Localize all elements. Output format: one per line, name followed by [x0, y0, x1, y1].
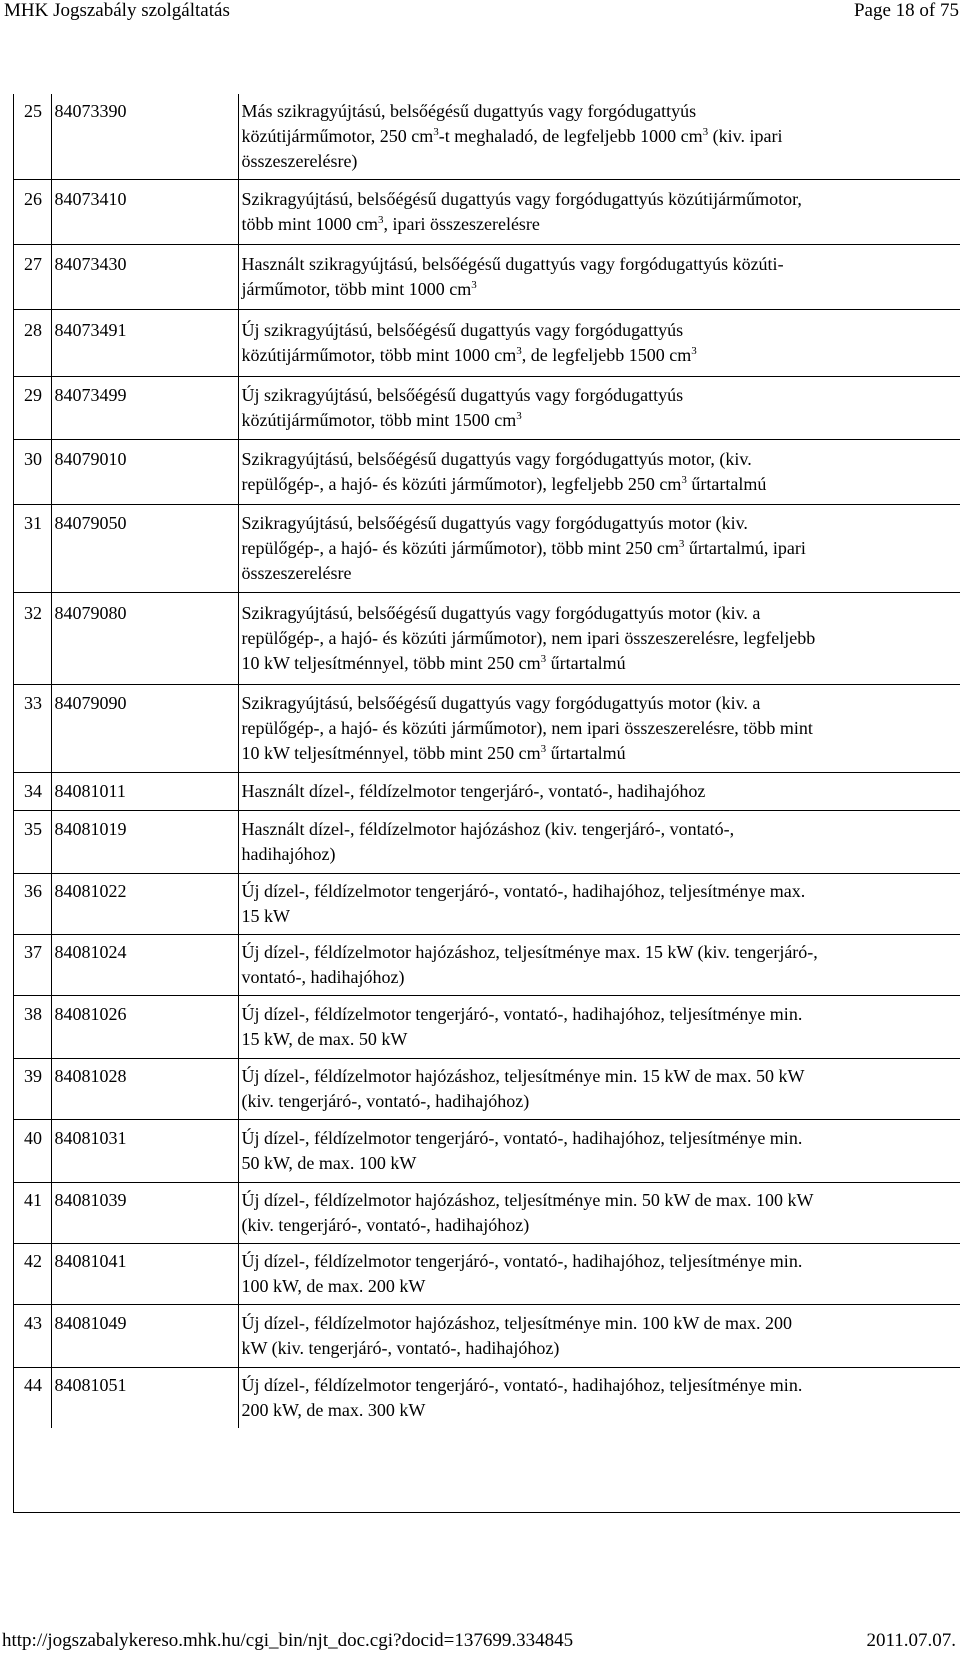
description-line: [242, 343, 960, 368]
row-number: 38: [14, 996, 51, 1059]
description-text: űrtartalmú, ipari: [684, 538, 806, 558]
description-text: Új dízel-, féldízelmotor tengerjáró-, vontató-, hadihajóhoz, teljesítménye min.: [241, 1128, 803, 1148]
row-number: 32: [14, 593, 51, 685]
superscript-exponent: 3: [681, 474, 687, 486]
description-text: (kiv. tengerjáró-, vontató-, hadihajóhoz): [241, 1215, 530, 1235]
product-description: [238, 94, 960, 180]
description-text: , ipari összeszerelésre: [383, 214, 540, 234]
footer-date: 2011.07.07.: [866, 1630, 956, 1651]
description-text: repülőgép-, a hajó- és közúti járműmotor), legfeljebb 250 cm: [241, 474, 682, 494]
description-line: [242, 472, 960, 497]
product-description: [238, 1368, 960, 1429]
superscript-exponent: 3: [540, 743, 547, 755]
page-number: Page 18 of 75: [853, 0, 959, 21]
description-text: Új dízel-, féldízelmotor hajózáshoz, teljesítménye max. 15 kW (kiv. tengerjáró-,: [241, 942, 818, 962]
description-line: [242, 842, 960, 867]
tariff-code: 84081024: [51, 935, 238, 996]
tariff-table-grid: [14, 94, 960, 1428]
tariff-code: 84073491: [51, 310, 238, 377]
tariff-code: 84081051: [51, 1368, 238, 1429]
table-row: [14, 1183, 960, 1244]
product-description: [238, 377, 960, 440]
description-line: [242, 1311, 960, 1336]
tariff-code: 84073410: [51, 180, 238, 245]
description-text: összeszerelésre): [241, 151, 358, 171]
superscript-exponent: 3: [471, 279, 477, 291]
product-description: [238, 935, 960, 996]
description-text: Használt szikragyújtású, belsőégésű dugattyús vagy forgódugattyús közúti-: [241, 254, 784, 274]
description-text: Használt dízel-, féldízelmotor tengerjáró-, vontató-, hadihajóhoz: [241, 781, 706, 801]
superscript-exponent: 3: [378, 214, 384, 226]
description-line: [242, 1249, 960, 1274]
row-number: 33: [14, 685, 51, 773]
tariff-code: 84081011: [51, 773, 238, 811]
tariff-code: 84081019: [51, 811, 238, 874]
description-text: űrtartalmú: [546, 743, 626, 763]
description-text: Szikragyújtású, belsőégésű dugattyús vagy forgódugattyús motor, (kiv.: [241, 449, 752, 469]
table-row: [14, 773, 960, 811]
description-line: [242, 779, 960, 804]
description-line: [242, 1126, 960, 1151]
product-description: [238, 180, 960, 245]
row-number: 31: [14, 505, 51, 593]
description-text: (kiv. tengerjáró-, vontató-, hadihajóhoz): [241, 1091, 530, 1111]
description-text: 15 kW, de max. 50 kW: [241, 1029, 408, 1049]
description-line: [242, 626, 960, 651]
table-row: [14, 245, 960, 310]
description-text: 50 kW, de max. 100 kW: [241, 1153, 417, 1173]
tariff-code: 84081028: [51, 1059, 238, 1120]
product-description: [238, 1120, 960, 1183]
description-line: [242, 965, 960, 990]
description-line: [242, 940, 960, 965]
superscript-exponent: 3: [691, 345, 697, 357]
description-line: [242, 383, 960, 408]
description-text: 100 kW, de max. 200 kW: [241, 1276, 426, 1296]
description-text: közútijárműmotor, több mint 1000 cm: [241, 345, 517, 365]
description-text: járműmotor, több mint 1000 cm: [241, 279, 472, 299]
row-number: 37: [14, 935, 51, 996]
description-line: [242, 124, 960, 149]
table-row: [14, 310, 960, 377]
description-text: Más szikragyújtású, belsőégésű dugattyús vagy forgódugattyús: [241, 101, 697, 121]
description-line: [242, 1151, 960, 1176]
superscript-exponent: 3: [516, 410, 522, 422]
description-text: repülőgép-, a hajó- és közúti járműmotor), több mint 250 cm: [241, 538, 679, 558]
superscript-exponent: 3: [433, 126, 439, 138]
table-row: [14, 996, 960, 1059]
description-text: Új szikragyújtású, belsőégésű dugattyús vagy forgódugattyús: [241, 320, 684, 340]
description-text: közútijárműmotor, 250 cm: [241, 126, 434, 146]
tariff-code: 84079010: [51, 440, 238, 505]
tariff-code: 84079050: [51, 505, 238, 593]
description-line: [242, 149, 960, 174]
superscript-exponent: 3: [516, 345, 522, 357]
description-text: Új dízel-, féldízelmotor tengerjáró-, vontató-, hadihajóhoz, teljesítménye min.: [241, 1251, 803, 1271]
description-line: [242, 904, 960, 929]
product-description: [238, 310, 960, 377]
table-row: [14, 94, 960, 180]
tariff-code: 84079080: [51, 593, 238, 685]
description-line: [242, 691, 960, 716]
description-text: , de legfeljebb 1500 cm: [521, 345, 692, 365]
description-line: [242, 252, 960, 277]
description-text: Szikragyújtású, belsőégésű dugattyús vagy forgódugattyús motor (kiv. a: [241, 693, 761, 713]
description-text: Szikragyújtású, belsőégésű dugattyús vagy forgódugattyús motor (kiv. a: [241, 603, 761, 623]
tariff-code: 84081022: [51, 874, 238, 935]
description-text: Új dízel-, féldízelmotor hajózáshoz, teljesítménye min. 15 kW de max. 50 kW: [241, 1066, 805, 1086]
product-description: [238, 1183, 960, 1244]
tariff-code: 84081049: [51, 1305, 238, 1368]
row-number: 44: [14, 1368, 51, 1429]
description-text: Új dízel-, féldízelmotor tengerjáró-, vontató-, hadihajóhoz, teljesítménye max.: [241, 881, 806, 901]
table-row: [14, 1368, 960, 1429]
description-text: űrtartalmú: [686, 474, 767, 494]
row-number: 25: [14, 94, 51, 180]
description-line: [242, 1274, 960, 1299]
description-text: (kiv. ipari: [708, 126, 783, 146]
page-footer: [0, 1626, 960, 1654]
description-text: 10 kW teljesítménnyel, több mint 250 cm: [241, 653, 541, 673]
table-row: [14, 685, 960, 773]
superscript-exponent: 3: [540, 653, 547, 665]
document-source-title: MHK Jogszabály szolgáltatás: [4, 0, 230, 21]
description-line: [242, 817, 960, 842]
row-number: 35: [14, 811, 51, 874]
product-description: [238, 811, 960, 874]
product-description: [238, 773, 960, 811]
row-number: 28: [14, 310, 51, 377]
description-text: -t meghaladó, de legfeljebb 1000 cm: [438, 126, 703, 146]
row-number: 27: [14, 245, 51, 310]
description-text: hadihajóhoz): [241, 844, 336, 864]
description-line: [242, 277, 960, 302]
table-body: [14, 94, 960, 1428]
product-description: [238, 440, 960, 505]
description-text: összeszerelésre: [241, 563, 352, 583]
description-line: [242, 561, 960, 586]
description-text: Új dízel-, féldízelmotor hajózáshoz, teljesítménye min. 50 kW de max. 100 kW: [241, 1190, 814, 1210]
description-line: [242, 741, 960, 766]
description-text: űrtartalmú: [546, 653, 626, 673]
row-number: 43: [14, 1305, 51, 1368]
description-line: [242, 536, 960, 561]
row-number: 42: [14, 1244, 51, 1305]
description-text: 200 kW, de max. 300 kW: [241, 1400, 426, 1420]
description-text: vontató-, hadihajóhoz): [241, 967, 405, 987]
superscript-exponent: 3: [702, 126, 709, 138]
description-line: [242, 716, 960, 741]
product-description: [238, 505, 960, 593]
tariff-code: 84081031: [51, 1120, 238, 1183]
table-row: [14, 440, 960, 505]
row-number: 34: [14, 773, 51, 811]
description-line: [242, 447, 960, 472]
tariff-code: 84073499: [51, 377, 238, 440]
description-text: repülőgép-, a hajó- és közúti járműmotor), nem ipari összeszerelésre, legfeljebb: [241, 628, 816, 648]
description-line: [242, 1002, 960, 1027]
description-text: Használt dízel-, féldízelmotor hajózáshoz (kiv. tengerjáró-, vontató-,: [241, 819, 735, 839]
description-line: [242, 187, 960, 212]
product-description: [238, 1305, 960, 1368]
description-line: [242, 1089, 960, 1114]
row-number: 41: [14, 1183, 51, 1244]
description-text: kW (kiv. tengerjáró-, vontató-, hadihajóhoz): [241, 1338, 560, 1358]
description-line: [242, 1373, 960, 1398]
tariff-code: 84073390: [51, 94, 238, 180]
table-row: [14, 1120, 960, 1183]
description-line: [242, 99, 960, 124]
row-number: 29: [14, 377, 51, 440]
table-row: [14, 811, 960, 874]
row-number: 39: [14, 1059, 51, 1120]
product-description: [238, 593, 960, 685]
table-row: [14, 180, 960, 245]
description-text: Új szikragyújtású, belsőégésű dugattyús vagy forgódugattyús: [241, 385, 684, 405]
table-row: [14, 874, 960, 935]
description-line: [242, 318, 960, 343]
table-row: [14, 1305, 960, 1368]
row-number: 26: [14, 180, 51, 245]
tariff-code: 84079090: [51, 685, 238, 773]
product-description: [238, 874, 960, 935]
row-number: 40: [14, 1120, 51, 1183]
description-text: 10 kW teljesítménnyel, több mint 250 cm: [241, 743, 541, 763]
description-line: [242, 1398, 960, 1423]
page-header: [0, 0, 960, 30]
tariff-table: [13, 94, 960, 1513]
table-row: [14, 1244, 960, 1305]
product-description: [238, 1244, 960, 1305]
description-line: [242, 212, 960, 237]
tariff-code: 84081026: [51, 996, 238, 1059]
description-text: repülőgép-, a hajó- és közúti járműmotor), nem ipari összeszerelésre, több mint: [241, 718, 813, 738]
description-line: [242, 1188, 960, 1213]
description-line: [242, 651, 960, 676]
product-description: [238, 685, 960, 773]
description-line: [242, 879, 960, 904]
description-text: Szikragyújtású, belsőégésű dugattyús vagy forgódugattyús közútijárműmotor,: [241, 189, 802, 209]
tariff-code: 84081039: [51, 1183, 238, 1244]
description-text: 15 kW: [241, 906, 290, 926]
table-row: [14, 1059, 960, 1120]
description-text: Új dízel-, féldízelmotor tengerjáró-, vontató-, hadihajóhoz, teljesítménye min.: [241, 1004, 803, 1024]
superscript-exponent: 3: [678, 538, 685, 550]
description-line: [242, 1064, 960, 1089]
tariff-code: 84073430: [51, 245, 238, 310]
footer-url[interactable]: http://jogszabalykereso.mhk.hu/cgi_bin/njt_doc.cgi?docid=137699.334845: [2, 1630, 574, 1651]
row-number: 36: [14, 874, 51, 935]
table-row: [14, 593, 960, 685]
product-description: [238, 1059, 960, 1120]
description-text: közútijárműmotor, több mint 1500 cm: [241, 410, 517, 430]
product-description: [238, 245, 960, 310]
description-line: [242, 1027, 960, 1052]
description-line: [242, 1213, 960, 1238]
table-row: [14, 505, 960, 593]
table-row: [14, 935, 960, 996]
description-text: több mint 1000 cm: [241, 214, 378, 234]
description-line: [242, 1336, 960, 1361]
product-description: [238, 996, 960, 1059]
description-text: Szikragyújtású, belsőégésű dugattyús vagy forgódugattyús motor (kiv.: [241, 513, 748, 533]
table-row: [14, 377, 960, 440]
row-number: 30: [14, 440, 51, 505]
description-line: [242, 408, 960, 433]
description-text: Új dízel-, féldízelmotor hajózáshoz, teljesítménye min. 100 kW de max. 200: [241, 1313, 793, 1333]
description-text: Új dízel-, féldízelmotor tengerjáró-, vontató-, hadihajóhoz, teljesítménye min.: [241, 1375, 803, 1395]
description-line: [242, 601, 960, 626]
tariff-code: 84081041: [51, 1244, 238, 1305]
description-line: [242, 511, 960, 536]
